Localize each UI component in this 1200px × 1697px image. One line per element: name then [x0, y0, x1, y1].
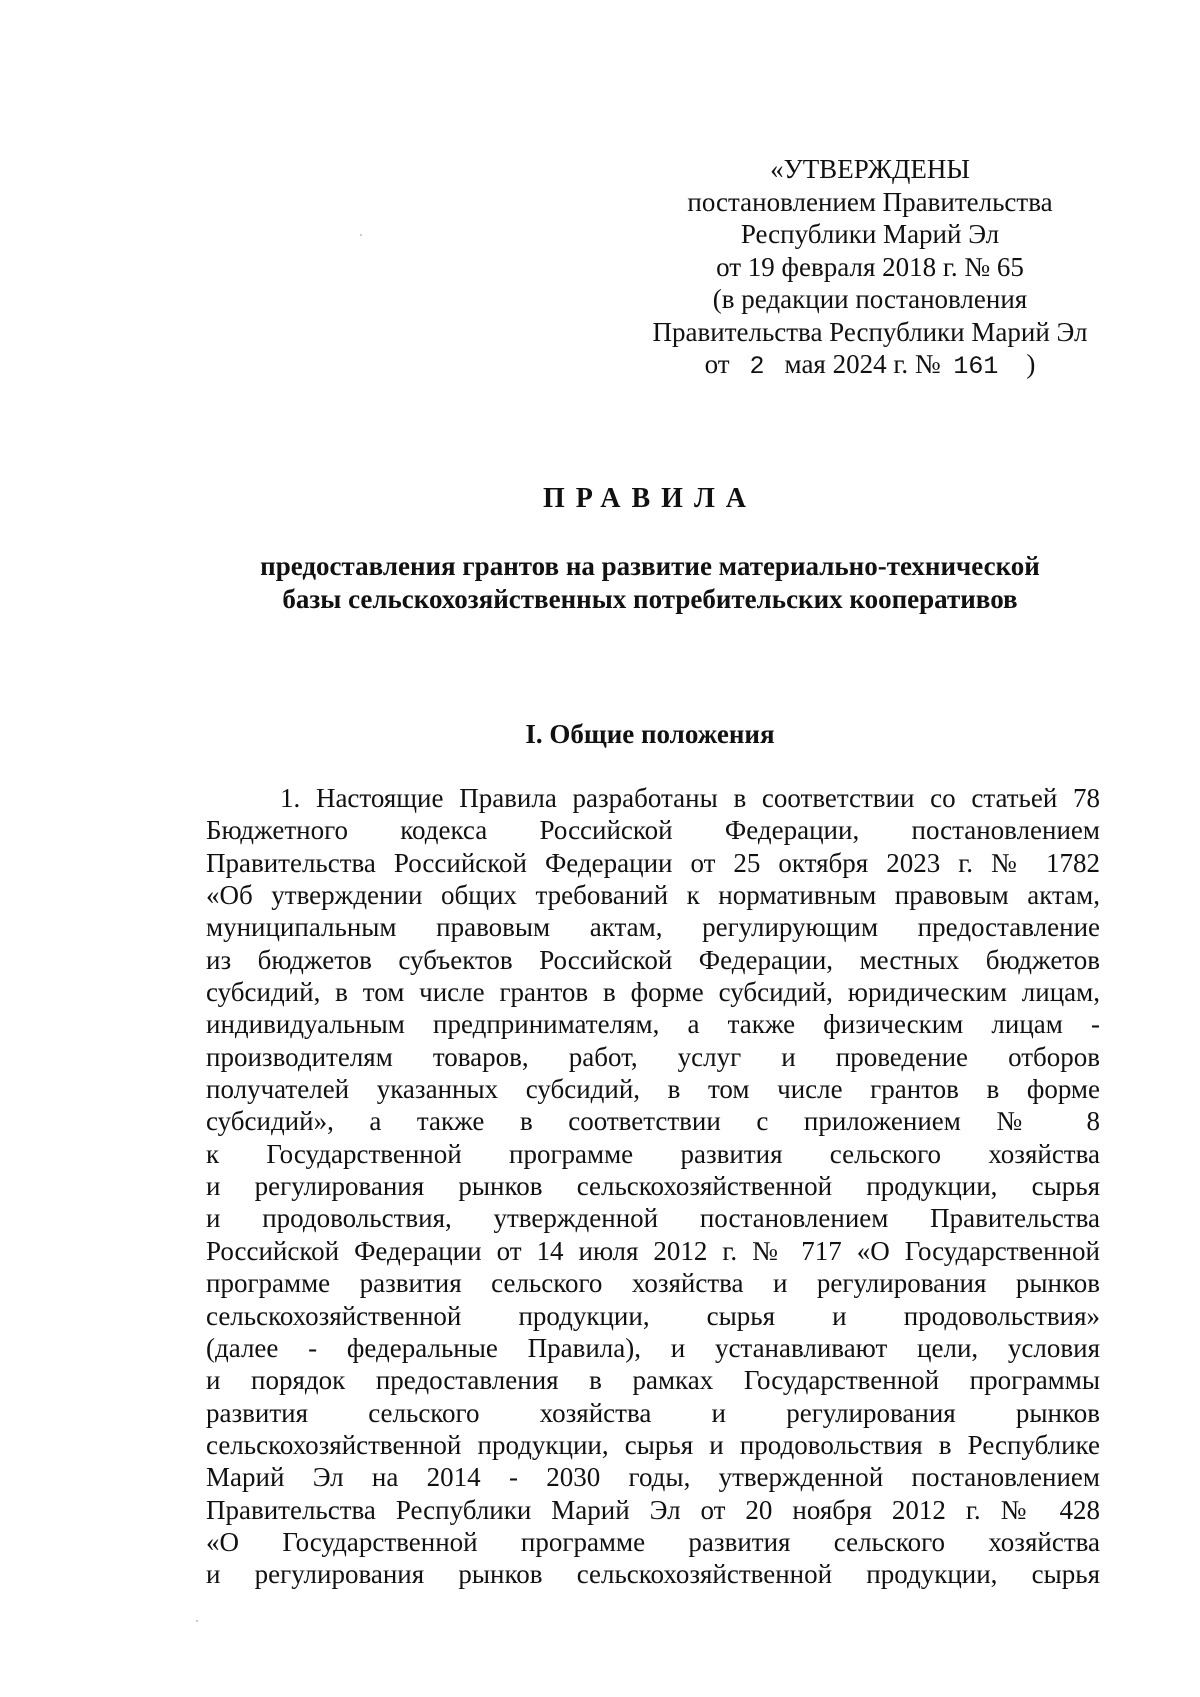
subtitle-line-1: предоставления грантов на развитие материально-технической [260, 551, 1040, 581]
document-title: ПРАВИЛА [542, 483, 758, 514]
paragraph-line: Российской Федерации от 14 июля 2012 г. № 717 «О Государственной [206, 1235, 1100, 1266]
approval-close-paren: ) [1026, 349, 1036, 379]
approval-line-7 [640, 348, 1100, 384]
paragraph-line: производителям товаров, работ, услуг и проведение отборов [206, 1041, 1100, 1072]
scan-speck [196, 1620, 198, 1622]
paragraph-line: и продовольствия, утвержденной постановлением Правительства [206, 1203, 1100, 1234]
approval-date-prefix: от [704, 349, 730, 379]
approval-line-4: от 19 февраля 2018 г. № 65 [716, 251, 1024, 282]
paragraph-line: и регулирования рынков сельскохозяйственной продукции, сырья [206, 1559, 1100, 1590]
approval-stamp [640, 153, 1100, 384]
paragraph-line: и регулирования рынков сельскохозяйственной продукции, сырья [206, 1171, 1100, 1202]
paragraph-line: получателей указанных субсидий, в том числе грантов в форме [206, 1074, 1100, 1105]
paragraph-line: и порядок предоставления в рамках Государственной программы [206, 1365, 1100, 1396]
document-subtitle [200, 550, 1100, 616]
paragraph-line: сельскохозяйственной продукции, сырья и продовольствия в Республике [206, 1429, 1100, 1460]
paragraph-line: к Государственной программе развития сельского хозяйства [206, 1138, 1100, 1169]
approval-line-1: «УТВЕРЖДЕНЫ [770, 154, 970, 184]
approval-day: 2 [749, 352, 765, 381]
paragraph-line: сельскохозяйственной продукции, сырья и продовольствия» [206, 1300, 1100, 1331]
scan-speck [360, 234, 362, 236]
paragraph-1 [206, 782, 1100, 1591]
section-heading: I. Общие положения [525, 719, 775, 749]
paragraph-line: субсидий, в том числе грантов в форме субсидий, юридическим лицам, [206, 977, 1100, 1008]
approval-line-2: постановлением Правительства [687, 186, 1053, 217]
paragraph-line: субсидий», а также в соответствии с приложением № 8 [206, 1106, 1100, 1137]
paragraph-line: 1. Настоящие Правила разработаны в соответствии со статьей 78 [280, 783, 1100, 813]
paragraph-line: «О Государственной программе развития сельского хозяйства [206, 1526, 1100, 1557]
subtitle-line-2: базы сельскохозяйственных потребительских кооперативов [282, 584, 1018, 614]
paragraph-line: развития сельского хозяйства и регулирования рынков [206, 1397, 1100, 1428]
paragraph-line: муниципальным правовым актам, регулирующим предоставление [206, 912, 1100, 943]
paragraph-line: программе развития сельского хозяйства и регулирования рынков [206, 1268, 1100, 1299]
paragraph-line: Правительства Российской Федерации от 25 октября 2023 г. № 1782 [206, 847, 1100, 878]
approval-number: 161 [953, 352, 999, 381]
paragraph-line: Правительства Республики Марий Эл от 20 ноября 2012 г. № 428 [206, 1494, 1100, 1525]
paragraph-line: из бюджетов субъектов Российской Федерации, местных бюджетов [206, 944, 1100, 975]
approval-line-5: (в редакции постановления [712, 284, 1028, 314]
approval-line-6: Правительства Республики Марий Эл [652, 316, 1088, 347]
paragraph-line: «Об утверждении общих требований к нормативным правовым актам, [206, 880, 1100, 911]
paragraph-line: (далее - федеральные Правила), и устанавливают цели, условия [206, 1332, 1100, 1363]
paragraph-line: индивидуальным предпринимателям, а также физическим лицам - [206, 1009, 1100, 1040]
approval-line-3: Республики Марий Эл [740, 219, 1000, 249]
approval-month-year: мая 2024 г. № [784, 349, 941, 379]
paragraph-line: Марий Эл на 2014 - 2030 годы, утвержденной постановлением [206, 1462, 1100, 1493]
paragraph-line: Бюджетного кодекса Российской Федерации, постановлением [206, 815, 1100, 846]
